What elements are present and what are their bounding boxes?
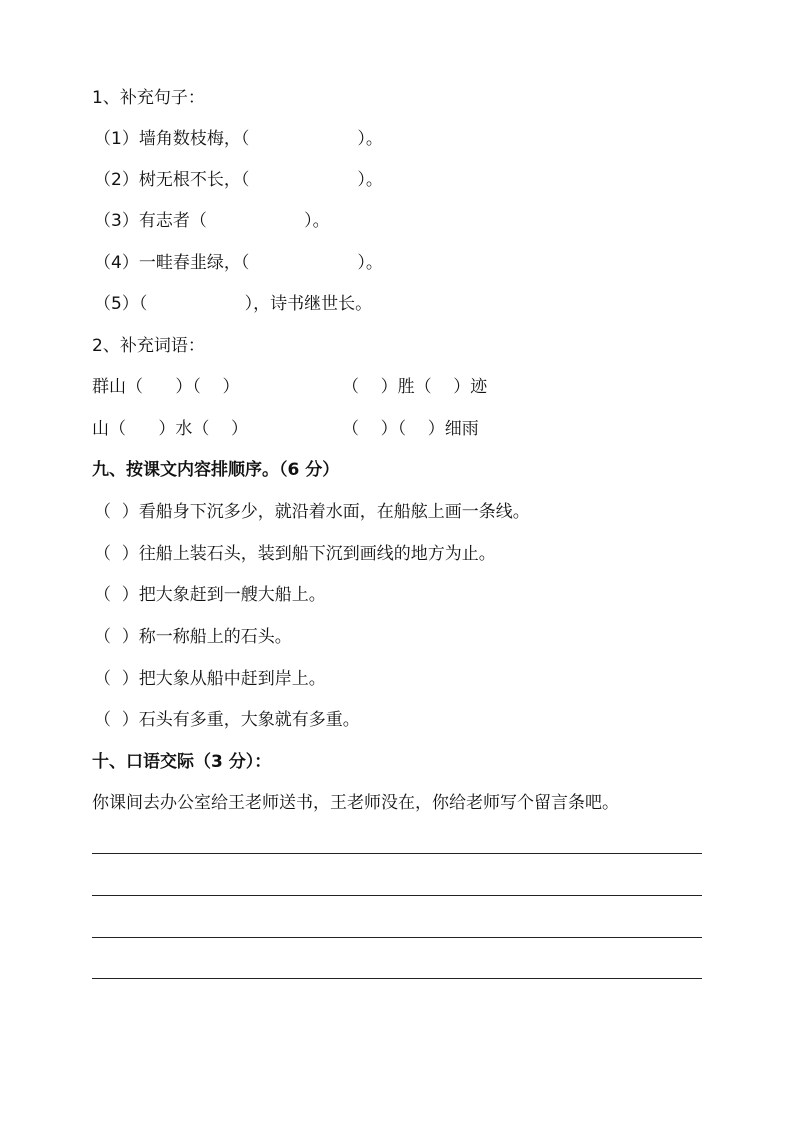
- q2-row-2-left: 山（ ）水（ ）: [92, 419, 249, 439]
- answer-line-1: [92, 853, 702, 854]
- q10-title: 十、口语交际（3 分）：: [92, 752, 272, 772]
- answer-line-2: [92, 895, 702, 896]
- q9-item-6: （ ）石头有多重，大象就有多重。: [94, 710, 360, 730]
- q1-item-2: （2）树无根不长，（ ）。: [94, 170, 383, 190]
- q1-item-3: （3）有志者（ ）。: [94, 211, 330, 231]
- q1-item-4: （4）一畦春韭绿，（ ）。: [94, 253, 383, 273]
- q9-item-2: （ ）往船上装石头，装到船下沉到画线的地方为止。: [94, 544, 496, 564]
- q1-title: 1、补充句子：: [92, 88, 205, 108]
- q1-item-1: （1）墙角数枝梅，（ ）。: [94, 129, 383, 149]
- q9-item-5: （ ）把大象从船中赶到岸上。: [94, 669, 326, 689]
- q2-title: 2、补充词语：: [92, 336, 205, 356]
- q2-row-2-right: （ ）（ ）细雨: [342, 419, 479, 439]
- q10-prompt: 你课间去办公室给王老师送书，王老师没在，你给老师写个留言条吧。: [92, 793, 619, 813]
- q2-row-1-right: （ ）胜（ ）迹: [342, 377, 488, 397]
- answer-line-4: [92, 978, 702, 979]
- q2-row-1-left: 群山（ ）（ ）: [92, 377, 240, 397]
- answer-line-3: [92, 937, 702, 938]
- q9-item-4: （ ）称一称船上的石头。: [94, 627, 292, 647]
- q9-title: 九、按课文内容排顺序。（6 分）: [92, 460, 340, 480]
- q1-item-5: （5）（ ），诗书继世长。: [94, 294, 373, 314]
- q9-item-1: （ ）看船身下沉多少，就沿着水面，在船舷上画一条线。: [94, 502, 530, 522]
- q9-item-3: （ ）把大象赶到一艘大船上。: [94, 585, 326, 605]
